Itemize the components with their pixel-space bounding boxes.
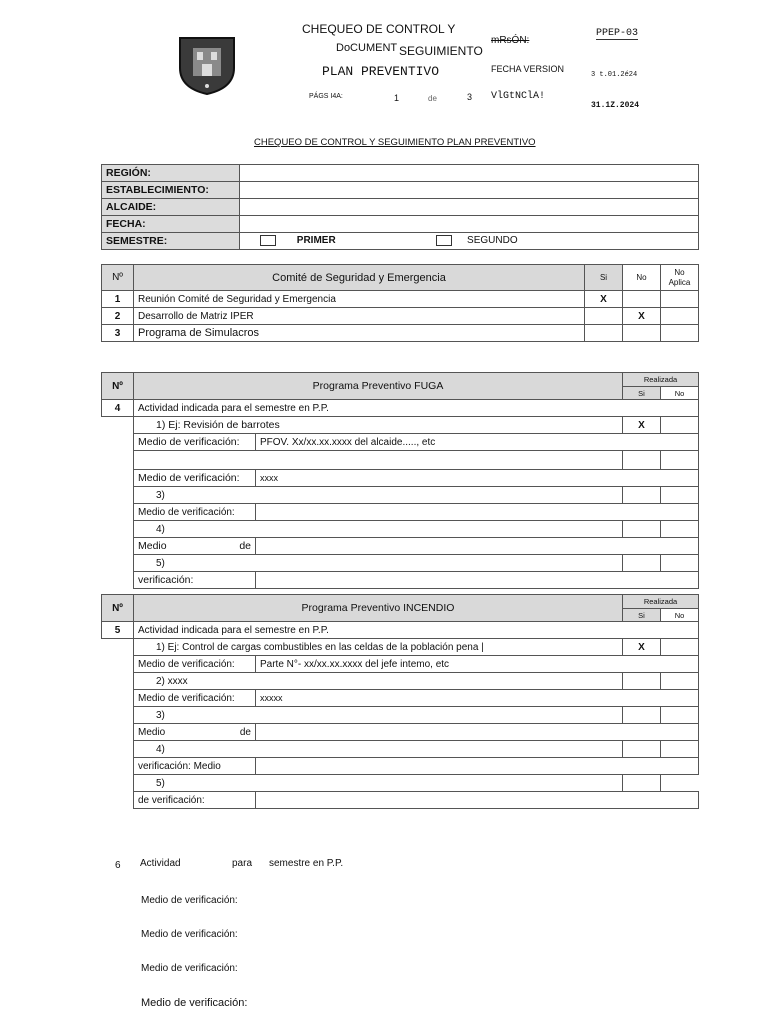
pages-of: de (428, 94, 437, 103)
incendio-medio-3-label (134, 724, 256, 741)
comite-row-si[interactable] (585, 308, 623, 325)
incendio-medio-3-value[interactable] (256, 724, 699, 741)
alcaide-field[interactable] (240, 199, 699, 216)
incendio-medio-2-label: Medio de verificación: (134, 690, 256, 707)
region-label: REGIÓN: (102, 165, 240, 182)
fuga-item-3: 3) (134, 487, 623, 504)
fuga-medio-3-value[interactable] (256, 504, 699, 521)
title-line-2a: DoCUMENT (336, 42, 398, 54)
fuga-spacer (102, 417, 134, 589)
fuga-item-4-no[interactable] (661, 521, 699, 538)
incendio-medio-5-label: de verificación: (134, 792, 256, 809)
comite-row-no-aplica[interactable] (661, 308, 699, 325)
comite-row-no[interactable]: X (623, 308, 661, 325)
incendio-medio-4-label: verificación: Medio (134, 758, 256, 775)
fuga-item-1-no[interactable] (661, 417, 699, 434)
incendio-item-1-no[interactable] (661, 639, 699, 656)
incendio-item-2: 2) xxxx (134, 673, 623, 690)
fuga-item-2-no[interactable] (661, 451, 699, 470)
info-table (101, 164, 699, 250)
vigencia-label: VlGtNClA! (491, 91, 546, 102)
incendio-si-header: Si (623, 609, 661, 622)
comite-row-no-aplica[interactable] (661, 325, 699, 342)
comite-row-number: 2 (102, 308, 134, 325)
incendio-item-5-no (661, 775, 699, 792)
fuga-medio-2-label: Medio de verificación: (134, 470, 256, 487)
comite-no-col-header: No (623, 265, 661, 291)
fecha-label: FECHA: (102, 216, 240, 233)
semestre-field (240, 233, 699, 250)
incendio-item-3-no[interactable] (661, 707, 699, 724)
primer-label: PRIMER (296, 235, 336, 247)
primer-checkbox[interactable] (260, 235, 276, 246)
fuga-medio-1-value[interactable]: PFOV. Xx/xx.xx.xxxx del alcaide....., etc (256, 434, 699, 451)
section-6-number: 6 (115, 860, 121, 871)
version-label: mRsÓN: (491, 35, 530, 46)
incendio-item-3-si[interactable] (623, 707, 661, 724)
section-6-medio-1: Medio de verificación: (141, 895, 238, 906)
fuga-si-header: Si (623, 387, 661, 400)
comite-no-aplica-header: No Aplica (661, 265, 699, 291)
fuga-item-5-no[interactable] (661, 555, 699, 572)
fuga-actividad: Actividad indicada para el semestre en P.P. (134, 400, 699, 417)
version-date-label: FECHA VERSION (491, 64, 565, 74)
comite-table (101, 264, 699, 342)
title-line-1: CHEQUEO DE CONTROL Y (302, 22, 456, 36)
fuga-number: 4 (102, 400, 134, 417)
incendio-item-3: 3) (134, 707, 623, 724)
incendio-item-5: 5) (134, 775, 623, 792)
gendarmeria-logo-icon (176, 32, 238, 96)
incendio-actividad: Actividad indicada para el semestre en P.P. (134, 622, 699, 639)
comite-si-header: Si (585, 265, 623, 291)
incendio-no-header: Nº (102, 595, 134, 622)
incendio-item-4-no[interactable] (661, 741, 699, 758)
fuga-medio-4-b: de (239, 540, 251, 552)
version-date: 3 t.01.2é24 (591, 71, 638, 79)
incendio-medio-3-a: Medio (138, 726, 166, 738)
fuga-item-4: 4) (134, 521, 623, 538)
region-field[interactable] (240, 165, 699, 182)
comite-row-no[interactable] (623, 325, 661, 342)
fuga-title: Programa Preventivo FUGA (134, 373, 623, 400)
vigencia-date: 31.1Z.2024 (591, 101, 640, 110)
comite-row-text: Programa de Simulacros (134, 325, 585, 342)
pages-current: 1 (394, 93, 400, 103)
incendio-number: 5 (102, 622, 134, 639)
incendio-item-1-si[interactable]: X (623, 639, 661, 656)
fuga-table (101, 372, 699, 589)
incendio-item-5-si[interactable] (623, 775, 661, 792)
incendio-item-2-si[interactable] (623, 673, 661, 690)
fuga-no-col-header: No (661, 387, 699, 400)
alcaide-label: ALCAIDE: (102, 199, 240, 216)
segundo-checkbox[interactable] (436, 235, 452, 246)
section-6-medio-2: Medio de verificación: (141, 929, 238, 940)
incendio-medio-1-value[interactable]: Parte N°- xx/xx.xx.xxxx del jefe intemo, etc (256, 656, 699, 673)
comite-row-number: 3 (102, 325, 134, 342)
section-6-medio-4: Medio de verificación: (141, 997, 248, 1009)
incendio-medio-5-value[interactable] (256, 792, 699, 809)
fuga-medio-4-label (134, 538, 256, 555)
comite-no-header: Nº (102, 265, 134, 291)
fuga-medio-4-a: Medio (138, 540, 167, 552)
section-6-actividad-a: Actividad (140, 858, 181, 869)
fuga-medio-4-value[interactable] (256, 538, 699, 555)
incendio-item-2-no[interactable] (661, 673, 699, 690)
incendio-medio-2-value[interactable]: xxxxx (256, 690, 699, 707)
section-6-actividad-c: semestre en P.P. (269, 858, 344, 869)
comite-title: Comité de Seguridad y Emergencia (134, 265, 585, 291)
section-6-medio-3: Medio de verificación: (141, 963, 238, 974)
comite-row-si[interactable]: X (585, 291, 623, 308)
pages-total: 3 (467, 92, 473, 102)
incendio-item-4: 4) (134, 741, 623, 758)
incendio-realizada-header: Realizada (623, 595, 699, 609)
incendio-medio-3-b: de (239, 726, 251, 738)
comite-row-number: 1 (102, 291, 134, 308)
incendio-title: Programa Preventivo INCENDIO (134, 595, 623, 622)
comite-row-no[interactable] (623, 291, 661, 308)
incendio-item-4-si[interactable] (623, 741, 661, 758)
segundo-label: SEGUNDO (467, 235, 518, 247)
fuga-realizada-header: Realizada (623, 373, 699, 387)
incendio-medio-4-value[interactable] (256, 758, 699, 775)
fecha-field[interactable] (240, 216, 699, 233)
fuga-item-1: 1) Ej: Revisión de barrotes (134, 417, 623, 434)
fuga-item-3-si[interactable] (623, 487, 661, 504)
fuga-medio-5-label: verificación: (134, 572, 256, 589)
establecimiento-label: ESTABLECIMIENTO: (102, 182, 240, 199)
incendio-spacer (102, 639, 134, 809)
fuga-item-2-si[interactable] (623, 451, 661, 470)
document-code: PPEP-03 (596, 28, 639, 39)
comite-row-text: Reunión Comité de Seguridad y Emergencia (134, 291, 585, 308)
incendio-medio-1-label: Medio de verificación: (134, 656, 256, 673)
fuga-item-5-si[interactable] (623, 555, 661, 572)
fuga-item-1-si[interactable]: X (623, 417, 661, 434)
fuga-item-5: 5) (134, 555, 623, 572)
comite-row-no-aplica[interactable] (661, 291, 699, 308)
fuga-item-3-no[interactable] (661, 487, 699, 504)
incendio-item-1: 1) Ej: Control de cargas combustibles en las celdas de la población pena | (134, 639, 623, 656)
title-line-2b: SEGUIMIENTO (399, 44, 483, 58)
fuga-no-header: Nº (102, 373, 134, 400)
fuga-medio-5-value[interactable] (256, 572, 699, 589)
title-line-3: PLAN PREVENTIVO (322, 64, 440, 79)
comite-row-text: Desarrollo de Matriz IPER (134, 308, 585, 325)
document-title: CHEQUEO DE CONTROL Y SEGUIMIENTO PLAN PREVENTIVO (254, 137, 536, 148)
fuga-medio-2-value[interactable]: xxxx (256, 470, 699, 487)
fuga-item-4-si[interactable] (623, 521, 661, 538)
establecimiento-field[interactable] (240, 182, 699, 199)
incendio-table (101, 594, 699, 809)
fuga-medio-3-label: Medio de verificación: (134, 504, 256, 521)
fuga-medio-1-label: Medio de verificación: (134, 434, 256, 451)
pages-label: PÁGS I4A: (309, 93, 343, 100)
section-6-actividad-b: para (232, 858, 253, 869)
comite-row-si[interactable] (585, 325, 623, 342)
fuga-item-2 (134, 451, 623, 470)
incendio-no-col-header: No (661, 609, 699, 622)
semestre-label: SEMESTRE: (102, 233, 240, 250)
